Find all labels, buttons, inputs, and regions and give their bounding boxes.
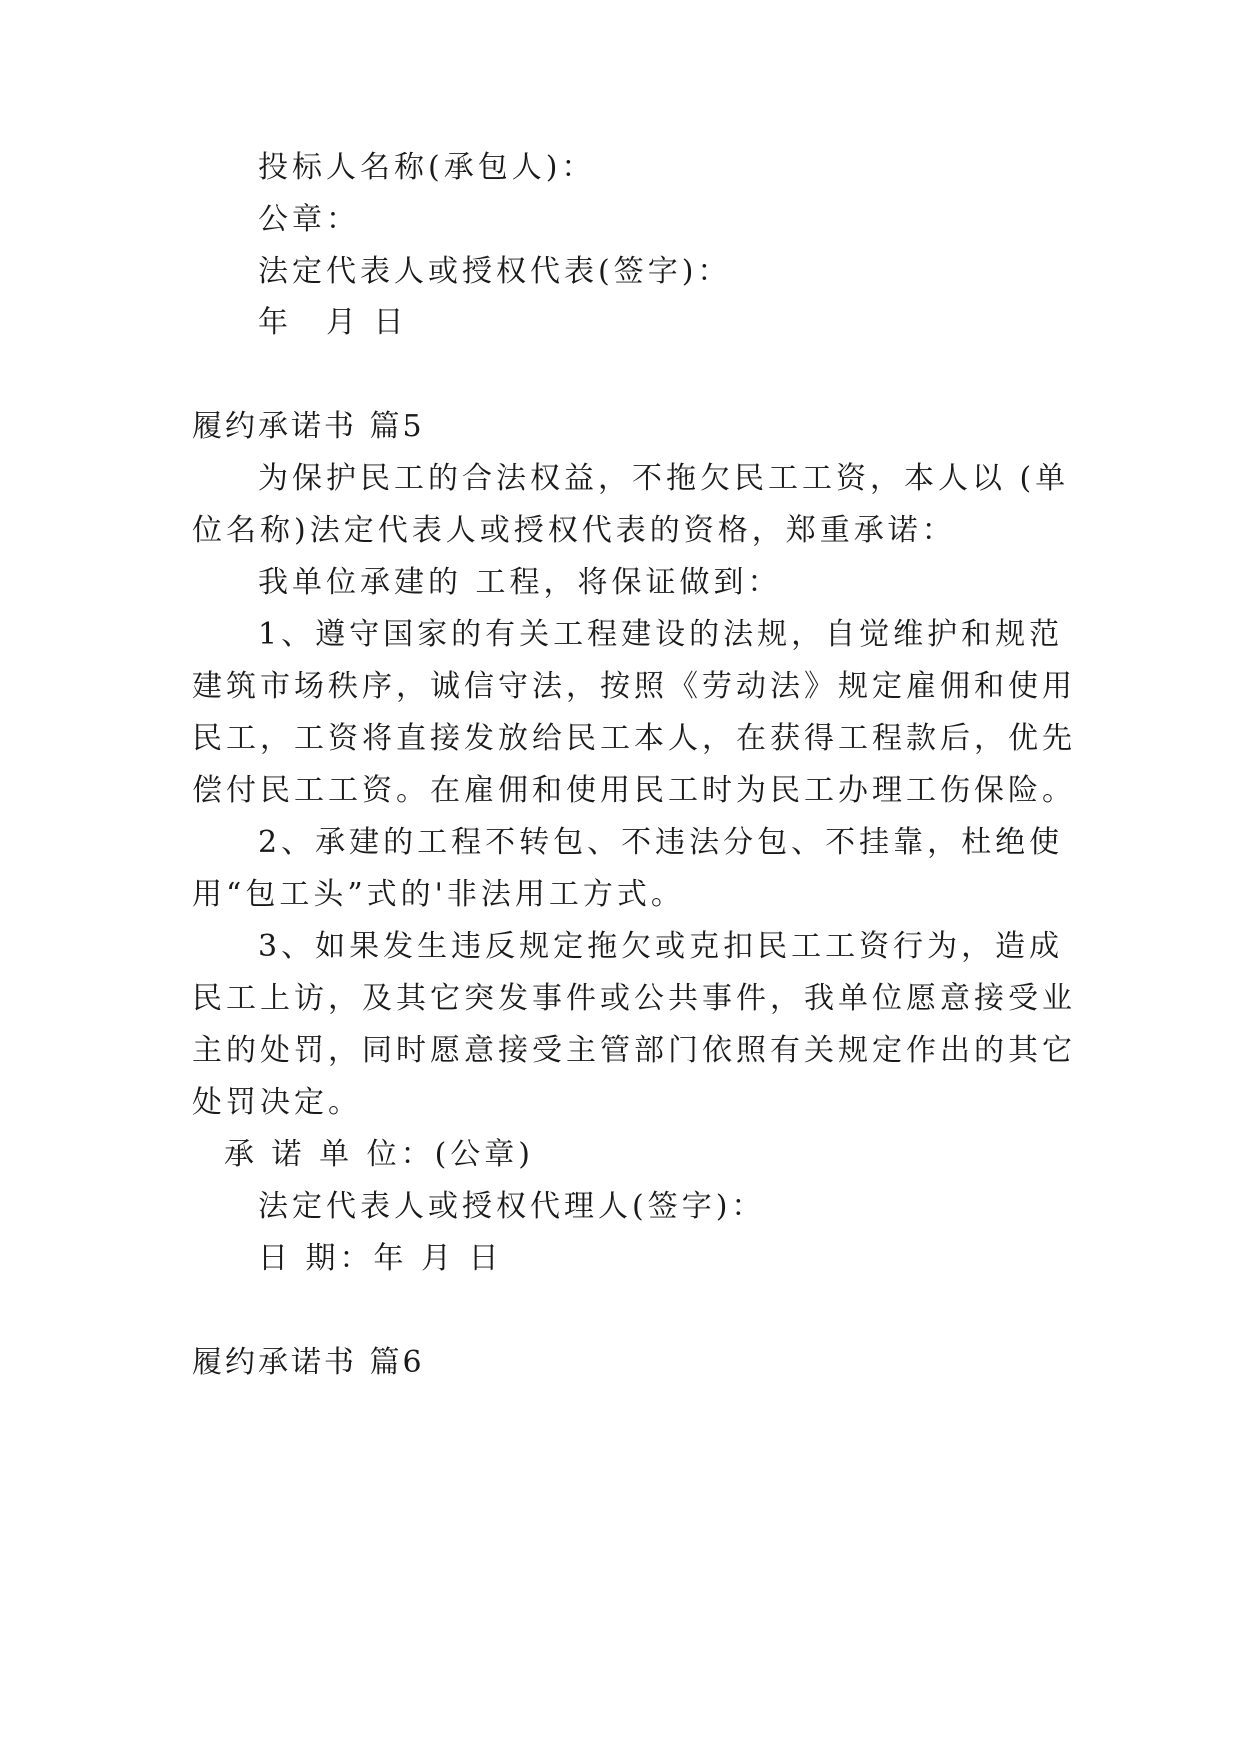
- paragraph-1-line-1: 为保护民工的合法权益，不拖欠民工工资，本人以 (单: [258, 461, 1070, 496]
- item-1-line-4: 偿付民工工资。在雇佣和使用民工时为民工办理工伤保险。: [192, 773, 1076, 808]
- legal-rep-signature-line: 法定代表人或授权代表(签字)：: [258, 254, 732, 289]
- date-line: 年 月 日: [258, 305, 408, 340]
- item-2-line-1: 2、承建的工程不转包、不违法分包、不挂靠，杜绝使: [258, 825, 1064, 860]
- seal-line: 公章：: [258, 202, 360, 237]
- paragraph-1-line-2: 位名称)法定代表人或授权代表的资格，郑重承诺：: [192, 513, 956, 548]
- section-6-title: 履约承诺书 篇6: [192, 1345, 425, 1380]
- item-3-line-3: 主的处罚，同时愿意接受主管部门依照有关规定作出的其它: [192, 1033, 1076, 1068]
- item-1-line-2: 建筑市场秩序，诚信守法，按照《劳动法》规定雇佣和使用: [192, 669, 1076, 704]
- section-5-title: 履约承诺书 篇5: [192, 409, 425, 444]
- legal-agent-signature-line: 法定代表人或授权代理人(签字)：: [258, 1189, 766, 1224]
- item-2-line-2: 用“包工头”式的'非法用工方式。: [192, 877, 685, 912]
- item-3-line-2: 民工上访，及其它突发事件或公共事件，我单位愿意接受业: [192, 981, 1076, 1016]
- bidder-name-line: 投标人名称(承包人)：: [258, 150, 596, 185]
- item-3-line-4: 处罚决定。: [192, 1085, 362, 1120]
- item-1-line-3: 民工，工资将直接发放给民工本人，在获得工程款后，优先: [192, 721, 1076, 756]
- item-3-line-1: 3、如果发生违反规定拖欠或克扣民工工资行为，造成: [258, 929, 1064, 964]
- item-1-line-1: 1、遵守国家的有关工程建设的法规，自觉维护和规范: [258, 617, 1064, 652]
- paragraph-2: 我单位承建的 工程，将保证做到：: [258, 565, 782, 600]
- section-5-date-line: 日 期：年 月 日: [258, 1241, 503, 1276]
- promising-unit-line: 承 诺 单 位：(公章): [224, 1137, 535, 1172]
